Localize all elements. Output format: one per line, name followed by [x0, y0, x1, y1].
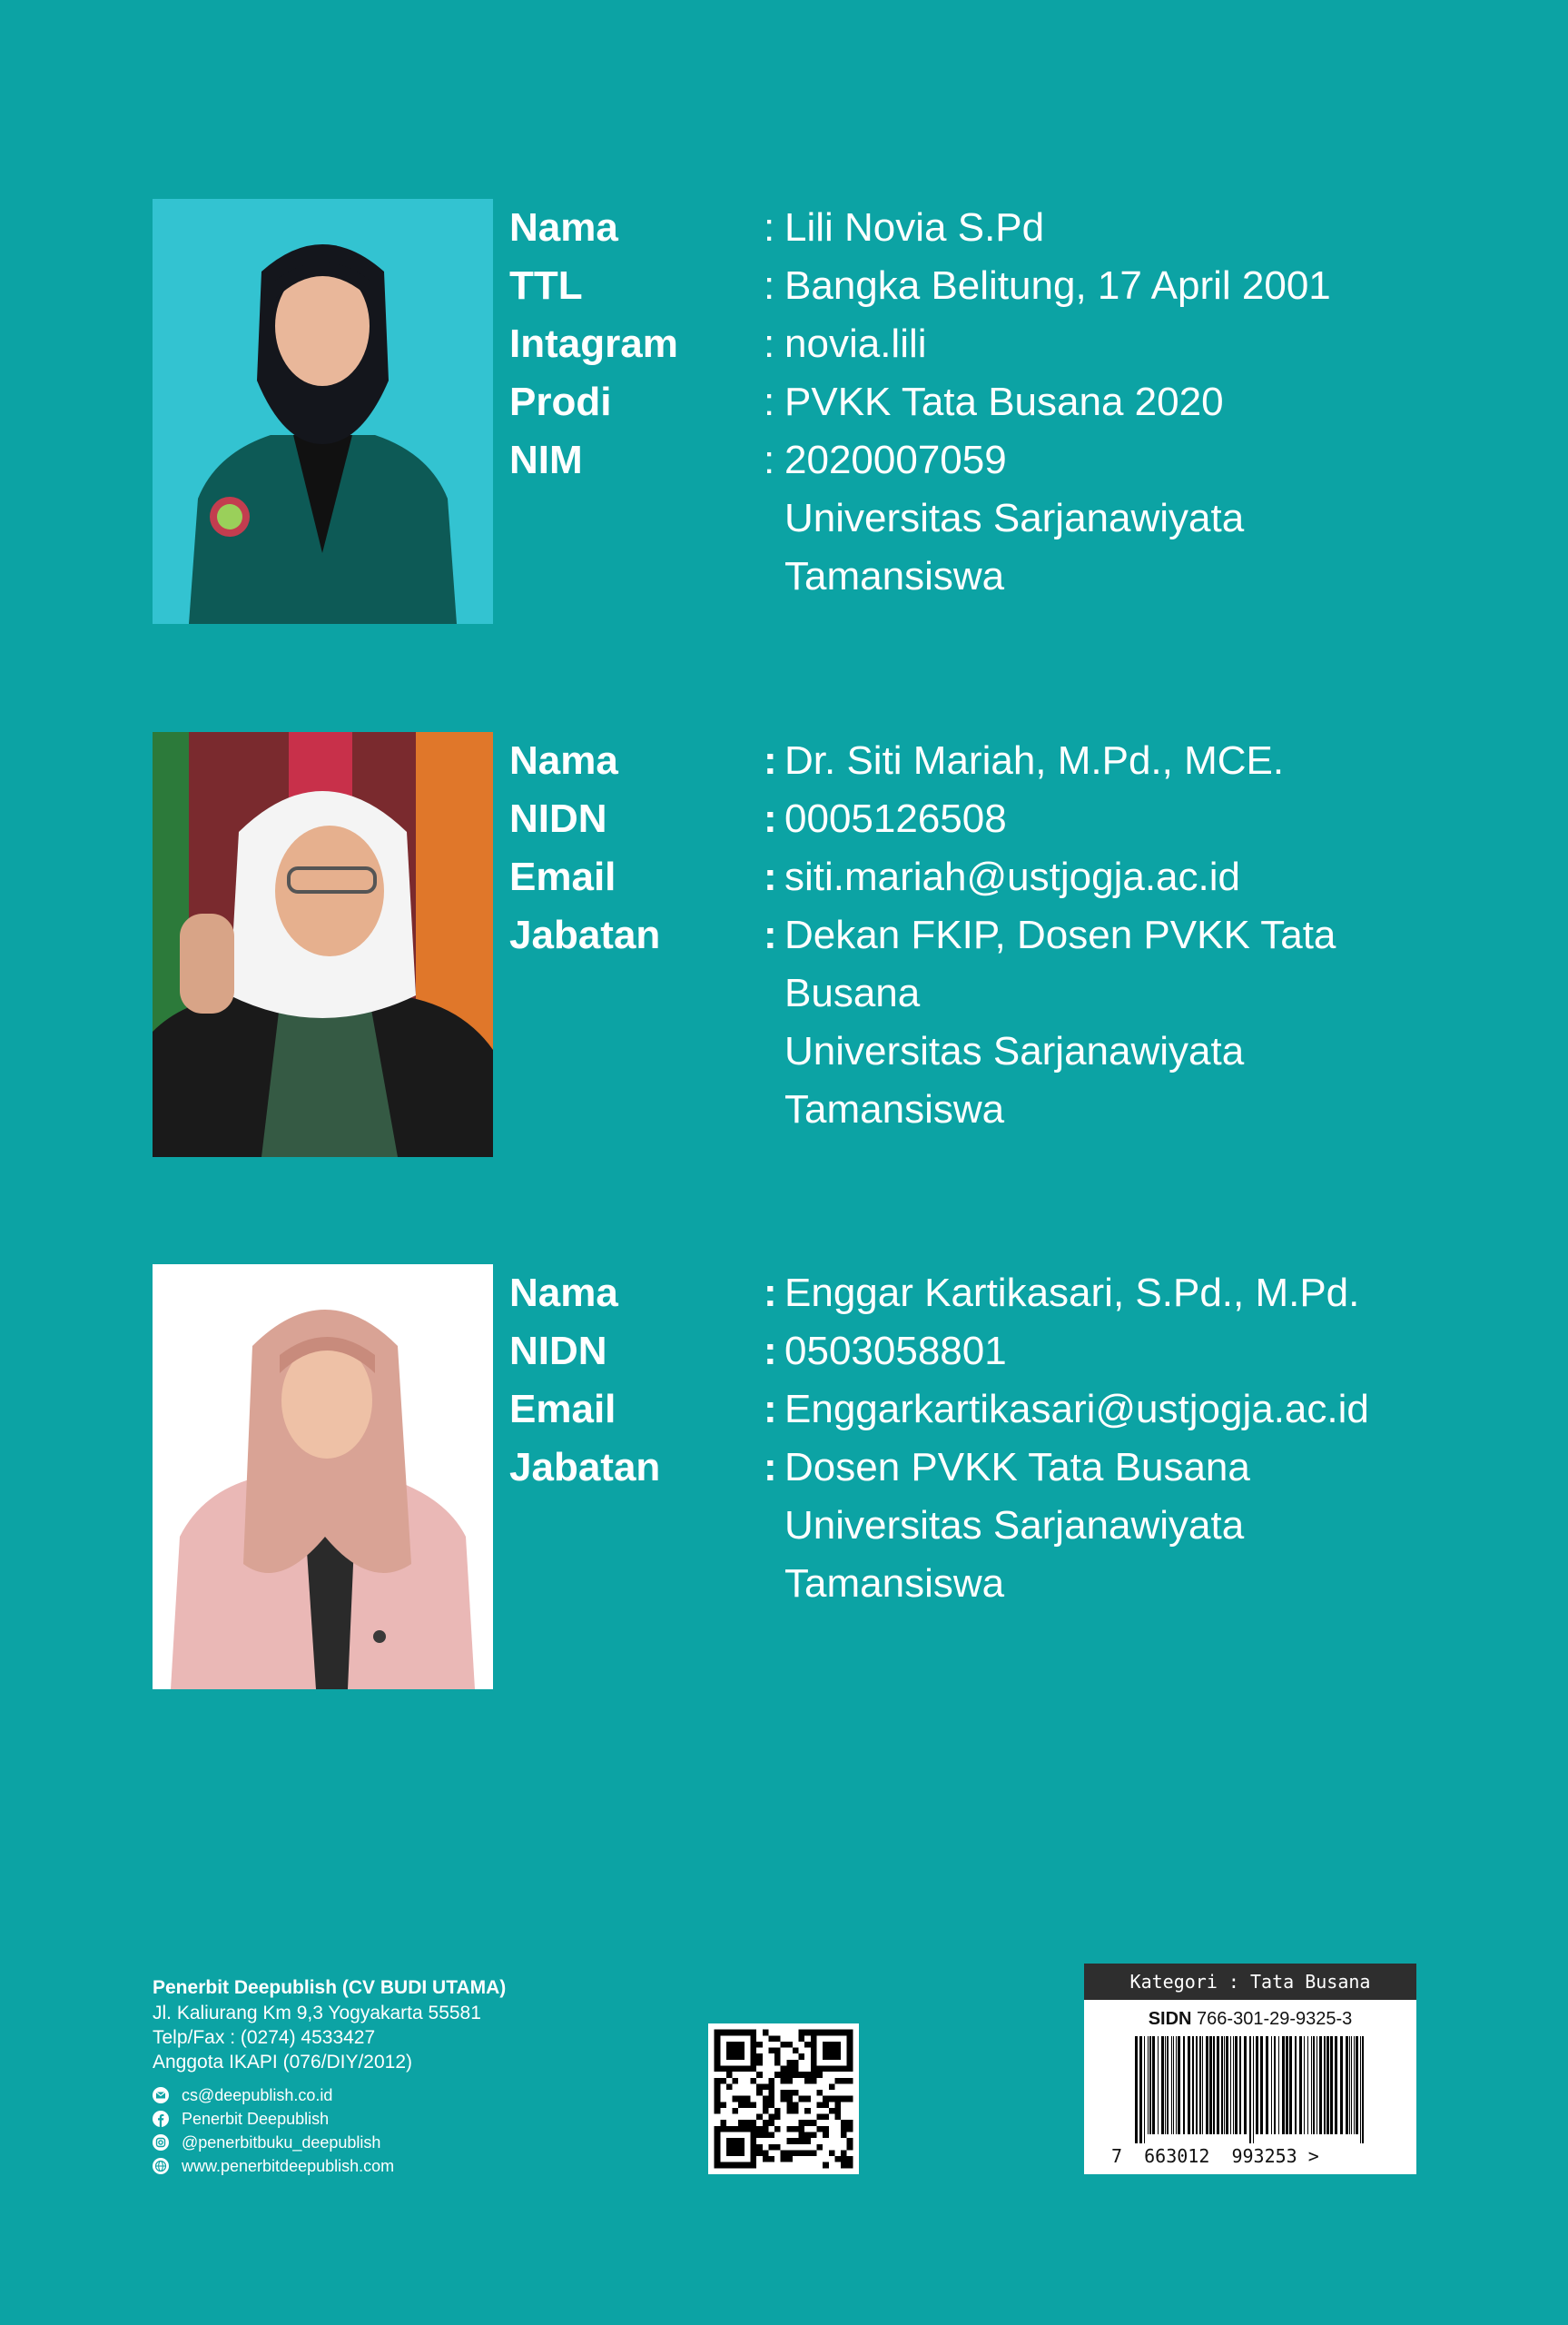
publisher-contacts [153, 2083, 697, 2178]
detail-label: Email [509, 855, 616, 899]
detail-label: NIM [509, 438, 583, 482]
detail-separator: : [764, 1445, 777, 1489]
profile-card-2 [153, 732, 1442, 1159]
category-label: Kategori : Tata Busana [1084, 1964, 1416, 2000]
detail-separator: : [764, 1271, 777, 1315]
profile-photo-1 [153, 199, 493, 624]
detail-label: Email [509, 1387, 616, 1431]
detail-value-continued: Universitas Sarjanawiyata [784, 496, 1245, 540]
qr-code [708, 2023, 859, 2174]
detail-value: Enggar Kartikasari, S.Pd., M.Pd. [784, 1271, 1360, 1315]
contact-website [153, 2154, 697, 2178]
profile-card-3 [153, 1264, 1442, 1691]
publisher-name: Penerbit Deepublish (CV BUDI UTAMA) [153, 1977, 507, 1998]
detail-label: TTL [509, 263, 583, 308]
detail-value: siti.mariah@ustjogja.ac.id [784, 855, 1240, 899]
contact-text: @penerbitbuku_deepublish [182, 2133, 381, 2152]
detail-separator: : [764, 263, 775, 308]
detail-label: Nama [509, 1271, 618, 1315]
contact-text: Penerbit Deepublish [182, 2110, 330, 2128]
detail-label: Nama [509, 205, 618, 250]
detail-value-continued: Tamansiswa [784, 554, 1005, 599]
detail-separator: : [764, 855, 777, 899]
profile-card-1 [153, 199, 1442, 626]
detail-separator: : [764, 380, 775, 424]
profile-photo-3 [153, 1264, 493, 1689]
detail-value-continued: Tamansiswa [784, 1561, 1005, 1606]
detail-value: PVKK Tata Busana 2020 [784, 380, 1224, 424]
sidn-line [1084, 2005, 1416, 2033]
detail-label: Jabatan [509, 913, 661, 957]
globe-icon [153, 2158, 169, 2174]
detail-label: Intagram [509, 322, 678, 366]
detail-value: Dosen PVKK Tata Busana [784, 1445, 1250, 1489]
sidn-label: SIDN [1148, 2009, 1192, 2029]
publisher-phone: Telp/Fax : (0274) 4533427 [153, 2027, 376, 2048]
detail-value: 2020007059 [784, 438, 1007, 482]
contact-text: cs@deepublish.co.id [182, 2086, 333, 2104]
detail-separator: : [764, 796, 777, 841]
detail-value: Lili Novia S.Pd [784, 205, 1045, 250]
detail-value: Dekan FKIP, Dosen PVKK Tata [784, 913, 1336, 957]
detail-value: Bangka Belitung, 17 April 2001 [784, 263, 1331, 308]
detail-separator: : [764, 205, 775, 250]
detail-separator: : [764, 1329, 777, 1373]
detail-value: 0005126508 [784, 796, 1007, 841]
publisher-ikapi: Anggota IKAPI (076/DIY/2012) [153, 2052, 413, 2073]
contact-text: www.penerbitdeepublish.com [182, 2157, 395, 2175]
detail-value: novia.lili [784, 322, 927, 366]
detail-separator: : [764, 322, 775, 366]
profile-photo-2 [153, 732, 493, 1157]
detail-separator: : [764, 1387, 777, 1431]
detail-value-continued: Universitas Sarjanawiyata [784, 1029, 1245, 1073]
contact-facebook [153, 2107, 697, 2131]
detail-label: Prodi [509, 380, 612, 424]
barcode-digits: 7 663012 993253 > [1111, 2145, 1319, 2167]
detail-label: NIDN [509, 1329, 607, 1373]
publisher-info [153, 1975, 697, 2178]
detail-value: 0503058801 [784, 1329, 1007, 1373]
barcode-bars [1133, 2036, 1367, 2143]
barcode-box [1084, 1964, 1416, 2174]
detail-value: Enggarkartikasari@ustjogja.ac.id [784, 1387, 1369, 1431]
email-icon [153, 2087, 169, 2103]
detail-value-continued: Tamansiswa [784, 1087, 1005, 1132]
detail-label: Nama [509, 738, 618, 783]
detail-separator: : [764, 438, 775, 482]
detail-separator: : [764, 738, 777, 783]
sidn-number: 766-301-29-9325-3 [1197, 2009, 1353, 2029]
detail-label: NIDN [509, 796, 607, 841]
publisher-address: Jl. Kaliurang Km 9,3 Yogyakarta 55581 [153, 2003, 481, 2023]
contact-email [153, 2083, 697, 2107]
detail-value-continued: Busana [784, 971, 921, 1015]
facebook-icon [153, 2111, 169, 2127]
contact-instagram [153, 2131, 697, 2154]
detail-separator: : [764, 913, 777, 957]
instagram-icon [153, 2134, 169, 2151]
detail-value: Dr. Siti Mariah, M.Pd., MCE. [784, 738, 1285, 783]
detail-value-continued: Universitas Sarjanawiyata [784, 1503, 1245, 1548]
detail-label: Jabatan [509, 1445, 661, 1489]
